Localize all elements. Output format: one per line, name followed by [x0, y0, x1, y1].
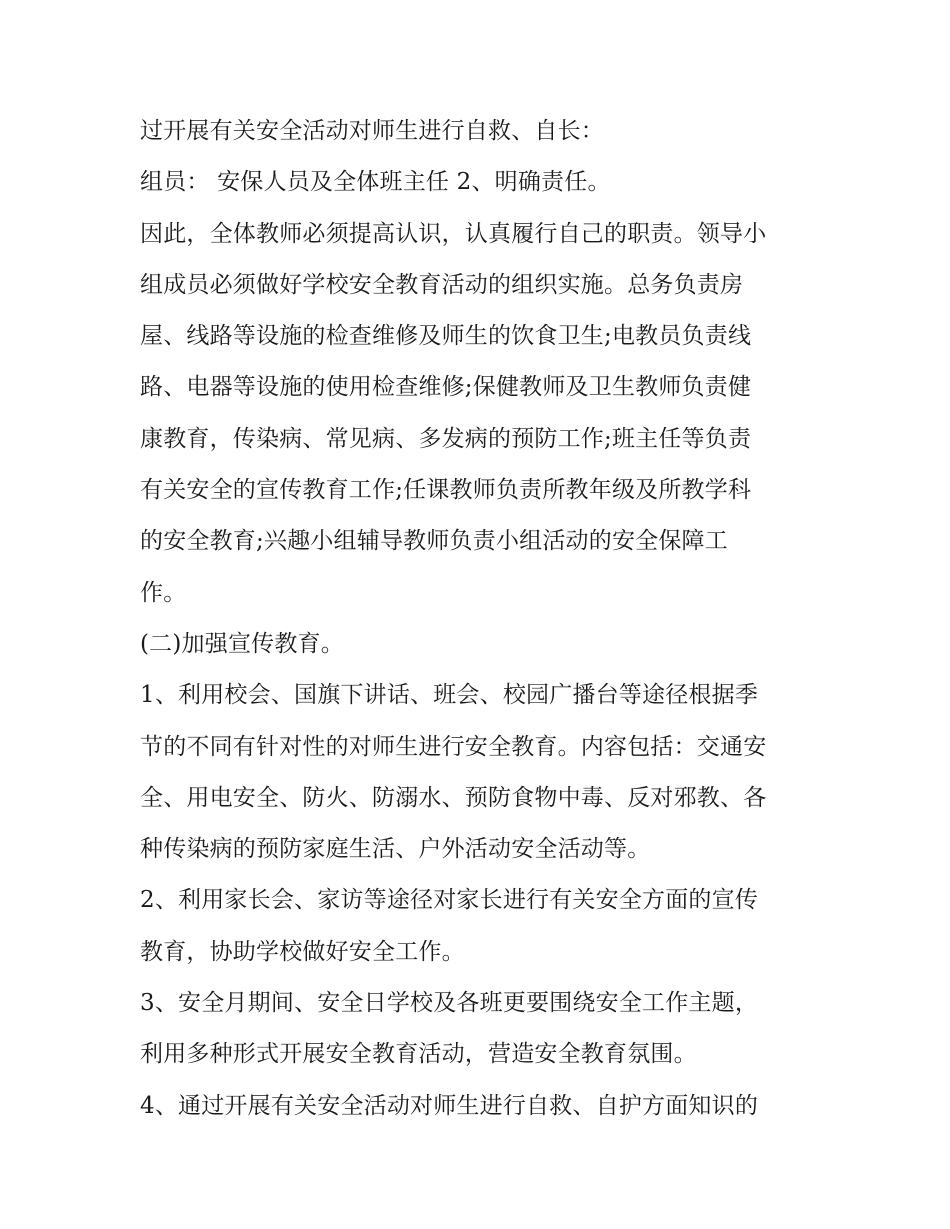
text-line: 路、电器等设施的使用检查维修;保健教师及卫生教师负责健 [140, 374, 752, 401]
text-line: 教育，协助学校做好安全工作。 [140, 938, 465, 965]
text-line: 节的不同有针对性的对师生进行安全教育。内容包括：交通安 [140, 733, 767, 760]
text-line: 1、利用校会、国旗下讲话、班会、校园广播台等途径根据季 [140, 682, 759, 709]
text-line: 作。 [140, 579, 187, 606]
text-line: 2、利用家长会、家访等途径对家长进行有关安全方面的宣传 [140, 887, 759, 914]
text-line: 利用多种形式开展安全教育活动，营造安全教育氛围。 [140, 1041, 697, 1068]
text-line: 4、通过开展有关安全活动对师生进行自救、自护方面知识的 [140, 1092, 759, 1119]
text-line: 屋、线路等设施的检查维修及师生的饮食卫生;电教员负责线 [140, 323, 752, 350]
text-line: 因此，全体教师必须提高认识，认真履行自己的职责。领导小 [140, 220, 767, 247]
text-line: 全、用电安全、防火、防溺水、预防食物中毒、反对邪教、各 [140, 784, 767, 811]
text-line: 组成员必须做好学校安全教育活动的组织实施。总务负责房 [140, 271, 744, 298]
text-line: 3、安全月期间、安全日学校及各班更要围绕安全工作主题， [140, 990, 759, 1017]
text-line: 组员： 安保人员及全体班主任 2、明确责任。 [140, 169, 611, 196]
text-line: 过开展有关安全活动对师生进行自救、自长： [140, 118, 604, 144]
section-heading: (二)加强宣传教育。 [140, 630, 344, 657]
text-line: 种传染病的预防家庭生活、户外活动安全活动等。 [140, 836, 651, 863]
text-line: 康教育，传染病、常见病、多发病的预防工作;班主任等负责 [140, 425, 752, 452]
body-text [140, 106, 820, 1132]
text-line: 的安全教育;兴趣小组辅导教师负责小组活动的安全保障工 [140, 528, 728, 555]
text-line: 有关安全的宣传教育工作;任课教师负责所教年级及所教学科 [140, 477, 752, 504]
